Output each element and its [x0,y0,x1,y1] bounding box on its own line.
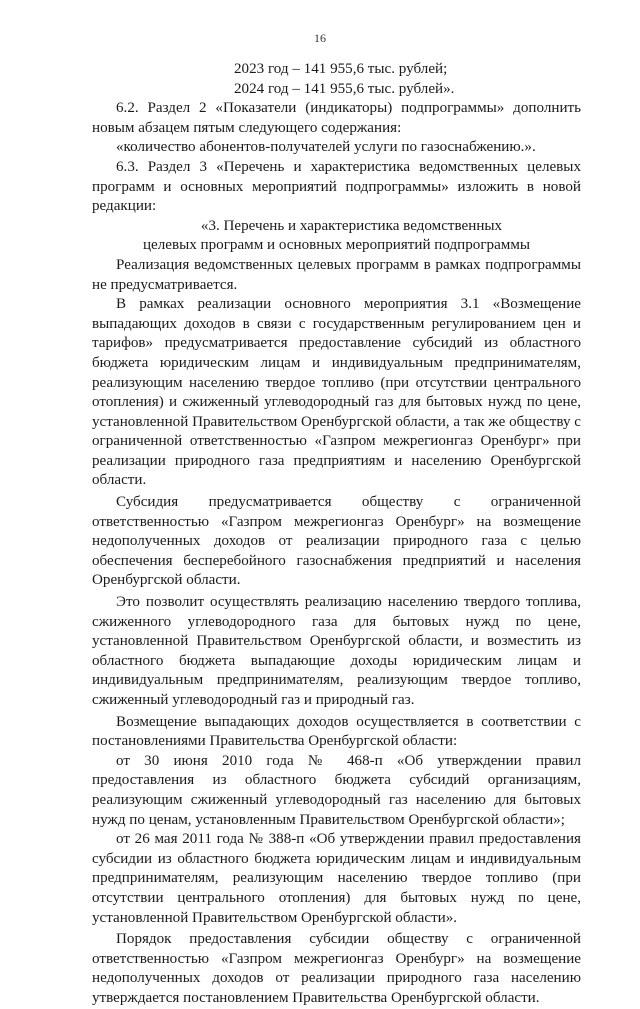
body-paragraph: Возмещение выпадающих доходов осуществляется в соответствии с постановлениями Правительства Оренбургской области: [92,713,581,750]
paragraph-6-3: 6.3. Раздел 3 «Перечень и характеристика ведомственных целевых программ и основных мероприятий подпрограммы» изложить в новой редакции: [92,158,581,215]
body-paragraph: В рамках реализации основного мероприятия 3.1 «Возмещение выпадающих доходов в связи с государственным регулированием цен и тарифов» предусматривается предоставление субсидий из областного бюджета юридическим лицам и индивидуальным предпринимателям, реализующим населению твердое топливо (при отсутствии центрального отопления) и сжиженный углеводородный газ для бытовых нужд по цене, установленной Правительством Оренбургской области, а так же обществу с ограниченной ответственностью «Газпром межрегионгаз Оренбург» при реализации природного газа предприятиям и населению Оренбургской области. [92,296,581,489]
document-body [92,60,581,1009]
section-title-line-2: целевых программ и основных мероприятий подпрограммы [142,237,531,254]
body-paragraph: Порядок предоставления субсидии обществу с ограниченной ответственностью «Газпром межрегионгаз Оренбург» на возмещение недополученных доходов от реализации природного газа населению утверждается постановлением Правительства Оренбургской области. [92,931,581,1006]
body-paragraph: Это позволит осуществлять реализацию населению твердого топлива, сжиженного углеводородного газа для бытовых нужд по цене, установленной Правительством Оренбургской области, и возместить из областного бюджета выпадающие доходы юридическим лицам и индивидуальным предпринимателям, реализующим твердое топливо, сжиженный углеводородный газ и природный газ. [92,594,581,708]
section-title-line-1: «3. Перечень и характеристика ведомственных [200,217,503,234]
paragraph-6-2: 6.2. Раздел 2 «Показатели (индикаторы) подпрограммы» дополнить новым абзацем пятым следующего содержания: [92,100,581,136]
page-number: 16 [314,31,326,45]
decree-388: от 26 мая 2011 года № 388-п «Об утверждении правил предоставления субсидии из областного бюджета юридическим лицам и индивидуальным предпринимателям, реализующим населению твердое топливо (при отсутствии центрального отопления) для бытовых нужд по цене, установленной Правительством Оренбургской области». [92,831,581,926]
body-paragraph: Реализация ведомственных целевых программ в рамках подпрограммы не предусматривается. [92,256,581,293]
body-paragraph: Субсидия предусматривается обществу с ограниченной ответственностью «Газпром межрегионгаз Оренбург» на возмещение недополученных доходов от реализации природного газа с целью обеспечения бесперебойного газоснабжения предприятий и населения Оренбургской области. [92,494,581,589]
funding-year-line: 2023 год – 141 955,6 тыс. рублей; [234,61,448,77]
funding-year-line: 2024 год – 141 955,6 тыс. рублей». [234,80,455,97]
decree-468: от 30 июня 2010 года № 468-п «Об утверждении правил предоставления из областного бюджета субсидий организациям, реализующим сжиженный углеводородный газ населению для бытовых нужд по ценам, установленным Правительством Оренбургской области»; [92,752,581,828]
quoted-indicator: «количество абонентов-получателей услуги по газоснабжению.». [116,139,536,156]
